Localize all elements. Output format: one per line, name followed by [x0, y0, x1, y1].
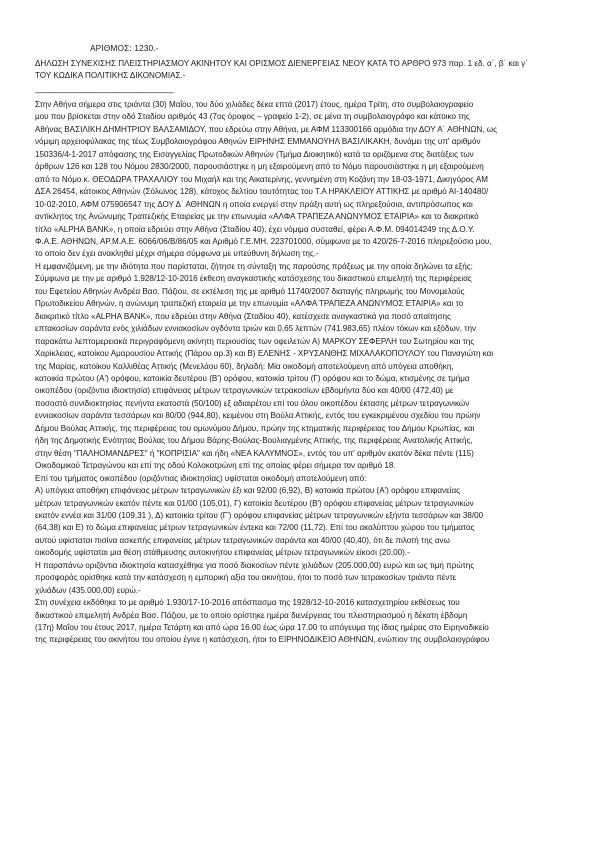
- body-text-line: Φ.Α.Ε. ΑΘΗΝΩΝ, ΑΡ.Μ.Α.Ε. 6066/06/Β/86/05 και Αριθμό Γ.Ε.ΜΗ. 223701000, σύμφωνα με το 420/26-7-2016 πληρεξούσιο μου,: [35, 236, 492, 246]
- body-text-line: εννιακοσίων σαράντα τεσσάρων και 80/00 (944,80), κειμένου στη Βούλα Αττικής, εντός του εγκεκριμένου σχεδίου του πρώην: [35, 411, 481, 421]
- body-text-line: εκατόν εννέα και 31/00 (109,31 ), Δ) κατοικία τρίτου (Γ') ορόφου επιφανείας μέτρων τετραγωνικών εξήντα τεσσάρων και 38/00: [35, 510, 484, 520]
- body-text-line: παρακάτω λεπτομερειακά περιγραφόμενη ακίνητη περιουσίας των οφειλετών Α) ΜΑΡΚΟΥ ΣΕΦΕΡΛΗ του Σωτηρίου και της: [35, 336, 475, 346]
- body-text-line: Επί του τμήματος οικοπέδου (οριζόντιας ιδιοκτησίας) υφίσταται οικοδομή αποτελούμενη από:: [35, 473, 367, 483]
- body-text-line: Οικοδομικού Τετραγώνου και επί της οδού Κολοκοτρώνη επί της οποίας φέρει σήμερα τον αριθμό 18.: [35, 461, 396, 471]
- body-text-line: ΔΣΑ 26454, κάτοικος Αθηνών (Σόλωνος 128), κάτοχος δελτίου ταυτότητας του Τ.Α ΗΡΑΚΛΕΙΟΥ ΑΤΤΙΚΗΣ με αριθμό ΑΙ-140480/: [35, 187, 489, 197]
- body-text-line: Αθήνας ΒΑΣΙΛΙΚΗ ΔΗΜΗΤΡΙΟΥ ΒΑΛΣΑΜΙΔΟΥ, που εδρεύω στην Αθήνα, με ΑΦΜ 113300166 αρμόδια την ΔΟΥ Α΄ ΑΘΗΝΩΝ, ως: [35, 124, 497, 134]
- body-text-line: (17η) Μαΐου του έτους 2017, ημέρα Τετάρτη και από ώρα 16.00 έως ώρα 17.00 το απόγευμα της ίδιας ημέρας στο Ειρηνοδικείο: [35, 623, 489, 633]
- body-text-line: οικοδομής υφίσταται μια θέση στάθμευσης αυτοκινήτου επιφανείας μέτρων τετραγωνικών είκοσι (20,00).-: [35, 548, 410, 558]
- body-text-line: Στην Αθήνα σήμερα στις τριάντα (30) Μαΐου, του δύο χιλιάδες δέκα επτά (2017) έτους, ημέρα Τρίτη, στο συμβολαιογραφείο: [35, 100, 474, 109]
- body-text-line: της Μαρίας, κατοίκου Καλλιθέας Αττικής (Μενελάου 60), δηλαδή: Μία οικοδομή αποτελούμενη από υπόγεια αποθήκη,: [35, 361, 454, 371]
- body-text-line: Χαρίκλειας, κατοίκου Αμαρουσίου Αττικής (Πάρου αρ.3) και Β) ΕΛΕΝΗΣ - ΧΡΥΣΑΝΘΗΣ ΜΙΧΑΛΑΚΟΠΟΥΛΟΥ του Παναγιώτη και: [35, 349, 494, 359]
- body-text-line: ήδη της Δημοτικής Ενότητας Βούλας του Δήμου Βάρης-Βούλας-Βουλιαγμένης Αττικής, της περιφέρειας Ανατολικής Αττικής,: [35, 436, 473, 446]
- body-text-line: Δήμου Βούλας Αττικής, της περιφέρειας του ομωνύμου Δήμου, πρώην της κτηματικής περιφέρειας του Δήμου Κρωπίας, και: [35, 423, 475, 433]
- body-text-line: μέτρων τετραγωνικών εκατόν πέντε και 01/00 (105,01), Γ) κατοικία δευτέρου (Β') ορόφου επιφανείας μέτρων τετραγωνικών: [35, 498, 474, 508]
- body-text-line: επτακοσίων σαράντα ενός χιλιάδων εννιακοσίων ογδόντα τριών και 0,65 λεπτών (741.983,65) πλέον τόκων και εξόδων, την: [35, 324, 477, 334]
- heading-line: ΔΗΛΩΣΗ ΣΥΝΕΧΙΣΗΣ ΠΛΕΙΣΤΗΡΙΑΣΜΟΥ ΑΚΙΝΗΤΟΥ ΚΑΙ ΟΡΙΣΜΟΣ ΔΙΕΝΕΡΓΕΙΑΣ ΝΕΟΥ ΚΑΤΑ ΤΟ ΑΡΘΡΟ 973 παρ. 1 εδ. α΄, β΄ και γ΄: [35, 59, 528, 68]
- body-text-line: Στη συνέχεια εκδόθηκε το με αριθμό 1.930/17-10-2016 απόσπασμα της 1928/12-10-2016 κατασχετηρίου εκθέσεως του: [35, 598, 460, 608]
- document-heading: [35, 58, 567, 83]
- body-text-line: του Εφετείου Αθηνών Ανδρέα Βασ. Πάζιου, σε εκτέλεση της με αριθμό 11740/2007 διαταγής πληρωμής του Μονομελούς: [35, 286, 465, 296]
- body-text-line: 10-02-2010, ΑΦΜ 075906547 της ΔΟΥ Δ΄ ΑΘΗΝΩΝ η οποία ενεργεί στην πράξη αυτή ως πληρεξούσια, αντιπρόσωπος και: [35, 199, 473, 209]
- body-text-line: Πρωτοδικείου Αθηνών, η ανώνυμη τραπεζική εταιρεία με την επωνυμία «ΑΛΦΑ ΤΡΑΠΕΖΑ ΑΝΩΝΥΜΟΣ ΕΤΑΙΡΙΑ» και το: [35, 299, 464, 309]
- heading-line: ΤΟΥ ΚΩΔΙΚΑ ΠΟΛΙΤΙΚΗΣ ΔΙΚΟΝΟΜΙΑΣ.-: [35, 71, 186, 81]
- body-text-line: αυτού υφίσταται πισίνα ασκεπής επιφανείας μέτρων τετραγωνικών σαράντα και 40/00 (40,40), ότι δε πιλοτή της ανω: [35, 535, 450, 545]
- body-text-line: μου που βρίσκεται στην οδό Σταδίου αριθμός 43 (7ος όροφος – γραφείο 1-2), σε μένα τη συμβολαιογράφο και κάτοικο της: [35, 112, 470, 122]
- body-text-line: τίτλο «ALPHA BANK», η οποία εδρεύει στην Αθήνα (Σταδίου 40), έχει νόμιμα συσταθεί, φέρει Α.Φ.Μ. 094014249 της Δ.Ο.Υ.: [35, 224, 475, 234]
- body-text-line: ποσοστό συνιδιοκτησίας πενήντα εκατοστά (50/100) εξ αδιαιρέτου επί του όλου οικοπέδου έκτασης μέτρων τετραγωνικών: [35, 398, 470, 408]
- body-text-line: αντίκλητος της Ανώνυμης Τραπεζικής Εταιρείας με την επωνυμία «ΑΛΦΑ ΤΡΑΠΕΖΑ ΑΝΩΝΥΜΟΣ ΕΤΑΙΡΙΑ» και το διακριτικό: [35, 212, 479, 222]
- body-text-line: (64,38) και Ε) το δώμα επιφανείας μέτρων τετραγωνικών έντεκα και 72/00 (11,72). Επί του ακαλύπτου χώρου του τμήματος: [35, 523, 475, 533]
- document-body: [35, 99, 567, 647]
- body-text-line: προσφοράς ορίσθηκε κατά την κατάσχεση η εμπορική αξία του ακινήτου, ήτοι το ποσό των τετρακοσίων τριάντα πέντε: [35, 573, 457, 583]
- body-text-line: Σύμφωνα με την με αριθμό 1.928/12-10-2016 έκθεση αναγκαστικής κατάσχεσης του δικαστικού επιμελητή της περιφέρειας: [35, 274, 472, 284]
- body-text-line: δικαστικού επιμελητή Ανδρέα Βασ. Πάζιου, με το οποίο ορίστηκε ημέρα διενέργειας του πλειστηριασμού η δέκατη έβδομη: [35, 610, 468, 620]
- separator-line: ------------------------------------------------------------------: [35, 88, 174, 97]
- body-text-line: της περιφέρειας του ακινήτου του οποίου έγινε η κατάσχεση, ήτοι το ΕΙΡΗΝΟΔΙΚΕΙΟ ΑΘΗΝΩΝ, ενώπιον της συμβολαιογράφου: [35, 635, 490, 645]
- body-text-line: άρθρων 126 και 128 του Νόμου 2830/2000, παρουσιάστηκε η μη εξαιρούμενη από το Νόμο παρουσιάστηκε η μη εξαιρούμενη: [35, 162, 484, 172]
- body-text-line: το οποίο δεν έχει ανακληθεί μέχρι σήμερα σύμφωνα με υπεύθυνη δήλωση της.-: [35, 249, 319, 259]
- body-text-line: Η παραπάνω οριζόντια ιδιοκτησία κατασχέθηκε για ποσό διακοσίων πέντε χιλιάδων (205.000,00) ευρώ και ως τιμή πρώτης: [35, 560, 475, 570]
- body-text-line: νόμιμη αρχειοφύλακας της τέως Συμβολαιογράφου Αθηνών ΕΙΡΗΝΗΣ ΕΜΜΑΝΟΥΗΛ ΒΑΣΙΛΙΚΑΚΗ, δυνάμει της υπ' αριθμόν: [35, 137, 481, 147]
- body-text-line: από το Νόμο κ. ΘΕΟΔΩΡΑ ΤΡΑΧΑΛΙΟΥ του Μιχαήλ και της Αικατερίνης, γεννημένη στη Κοζάνη την 18-03-1971, Δικηγόρος ΑΜ: [35, 174, 489, 184]
- body-text-line: κατοικία πρώτου (Α') ορόφου, κατοικία δευτέρου (Β') ορόφου, κατοικία τρίτου (Γ) ορόφου και το δώμα, κτισμένης σε τμήμα: [35, 373, 470, 383]
- document-number-title: ΑΡΙΘΜΟΣ: 1230.-: [90, 43, 159, 53]
- body-text-line: διακριτικό τίτλο «ALPHA BANK», που εδρεύει στην Αθήνα (Σταδίου 40), κατέσχεσε αναγκαστικά για ποσό απαίτησης: [35, 311, 451, 321]
- body-text-line: στην θέση "ΠΑΛΗΟΜΑΝΔΡΕΣ" ή "ΚΟΠΡΙΣΙΑ" και ήδη «ΝΕΑ ΚΑΛΥΜΝΟΣ», εντός του υπ' αριθμόν εκατόν δέκα πέντε (115): [35, 448, 474, 458]
- body-text-line: Η εμφανιζόμενη, με την ιδιότητα που παρίσταται, ζήτησε τη σύνταξη της παρούσης πράξεως με την οποία δηλώνει τα εξής:: [35, 261, 473, 271]
- body-text-line: 150336/4-1-2017 απόφασης της Εισαγγελίας Πρωτοδικών Αθηνών (Τμήμα Διοικητικό) κατά τα οριζόμενα στις διατάξεις των: [35, 149, 474, 159]
- body-text-line: χιλιάδων (435.000,00) ευρώ.-: [35, 585, 141, 595]
- body-text-line: οικοπέδου (οριζόντια ιδιοκτησία) επιφάνειας μέτρων τετραγωνικών τετρακοσίων εβδομήντα δύο και 40/00 (472,40) με: [35, 386, 454, 396]
- body-text-line: Α) υπόγεια αποθήκη επιφάνειας μέτρων τετραγωνικών έξι και 92/00 (6,92), Β) κατοικία πρώτου (Α') ορόφου επιφανείας: [35, 486, 461, 496]
